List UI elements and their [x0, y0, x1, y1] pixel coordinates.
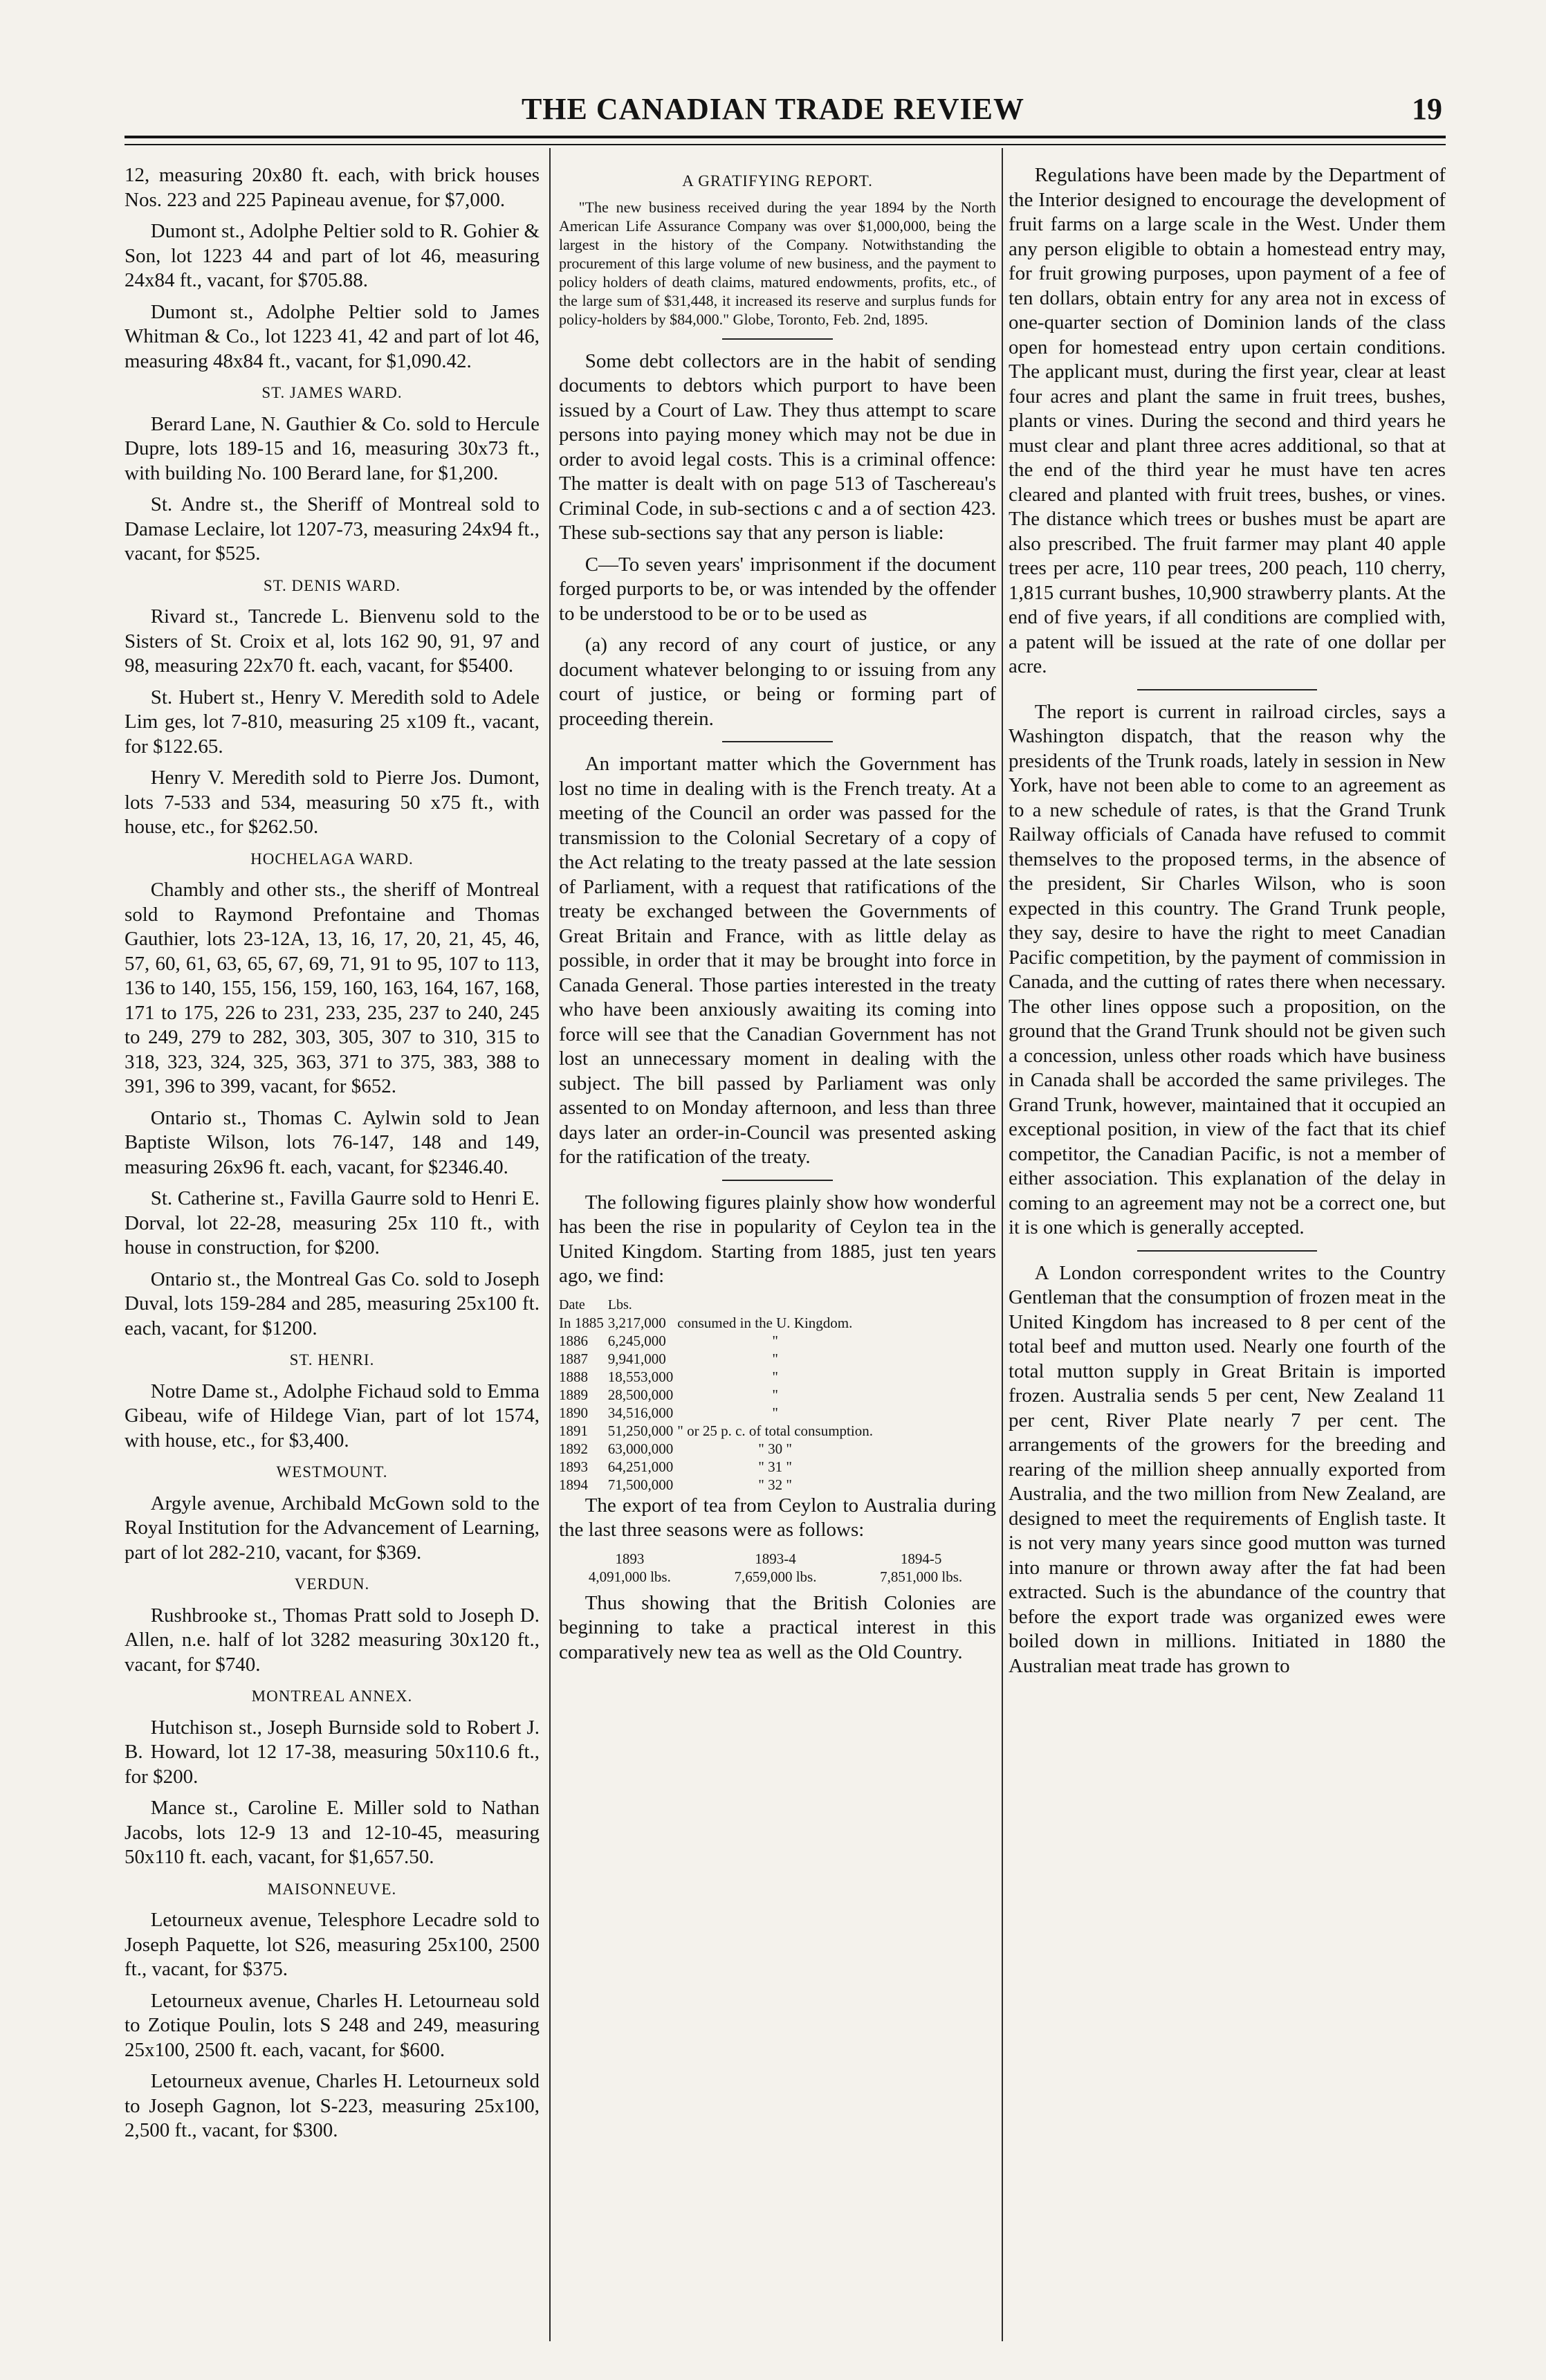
table-cell: ": [772, 1350, 778, 1367]
column-middle: [559, 163, 996, 1672]
ward-heading: ST. HENRI.: [289, 1351, 375, 1368]
table-cell: 1894: [559, 1476, 588, 1493]
table-cell: 1892: [559, 1440, 588, 1457]
paragraph: Dumont st., Adolphe Peltier sold to James Whitman & Co., lot 1223 41, 42 and part of lot 46, measuring 48x84 ft., vacant, for $1,090.42.: [125, 300, 540, 372]
paragraph: Letourneux avenue, Charles H. Letourneux sold to Joseph Gagnon, lot S-223, measuring 25x100, 2,500 ft., vacant, for $300.: [125, 2070, 540, 2141]
table-row: [559, 1476, 877, 1494]
table-cell: 1886: [559, 1332, 588, 1349]
paragraph: 12, measuring 20x80 ft. each, with brick houses Nos. 223 and 225 Papineau avenue, for $7,000.: [125, 164, 540, 211]
paragraph: An important matter which the Government has lost no time in dealing with is the French treaty. At a meeting of the Council an order was passed for the transmission to the Colonial Secretary of a copy of the Act relating to the treaty passed at the late session of Parliament, with a request that ratifications of the treaty be exchanged between the Governments of Great Britain and France, with as little delay as possible, in order that it may be brought into force in Canada General. Those parties interested in the treaty who have been anxiously awaiting its coming into force will see that the Canadian Government has not lost an unnecessary moment in dealing with the subject. The bill passed by Parliament was only assented to on Monday afternoon, and less than three days later an order-in-Council was presented asking for the ratification of the treaty.: [559, 753, 996, 1168]
paragraph: Notre Dame st., Adolphe Fichaud sold to Emma Gibeau, wife of Hildege Vian, part of lot 1574, with house, etc., for $3,400.: [125, 1380, 540, 1452]
article-heading: A GRATIFYING REPORT.: [682, 172, 873, 190]
header-rule: [125, 136, 1446, 138]
paragraph: Hutchison st., Joseph Burnside sold to Robert J. B. Howard, lot 12 17-38, measuring 50x110.6 ft., for $200.: [125, 1716, 540, 1788]
article-separator: [722, 338, 833, 340]
table-cell: 1893: [559, 1458, 588, 1475]
paragraph: (a) any record of any court of justice, or any document whatever belonging to or issuing from any court of justice, or being or forming part of proceeding therein.: [559, 634, 996, 730]
paragraph: A London correspondent writes to the Country Gentleman that the consumption of frozen meat in the United Kingdom has increased to 8 per cent of the total beef and mutton used. Nearly one fourth of the total mutton supply in Great Britain is imported frozen. Australia sends 5 per cent, New Zealand 11 per cent, River Plate nearly 7 per cent. The arrangements of the growers for the breeding and rearing of the million sheep annually exported from Australia, and the two million from New Zealand, are designed to meet the requirements of English taste. It is not very many years since good mutton was turned into manure or thrown away after the fat had been extracted. Such is the abundance of the country that before the export trade was organized ewes were boiled down in millions. Initiated in 1880 the Australian meat trade has grown to: [1009, 1261, 1446, 1677]
paragraph: Ontario st., the Montreal Gas Co. sold to Joseph Duval, lots 159-284 and 285, measuring 25x100 ft. each, vacant, for $1200.: [125, 1267, 540, 1339]
table-cell: 3,217,000: [607, 1314, 666, 1331]
paragraph: Mance st., Caroline E. Miller sold to Nathan Jacobs, lots 12-9 13 and 12-10-45, measuring 50x110 ft. each, vacant, for $1,657.50.: [125, 1797, 540, 1868]
paragraph: Argyle avenue, Archibald McGown sold to the Royal Institution for the Advancement of Learning, part of lot 282-210, vacant, for $369.: [125, 1492, 540, 1564]
table-row: [559, 1440, 877, 1458]
table-cell: 1894-5: [900, 1550, 942, 1567]
table-row: [559, 1550, 996, 1568]
table-cell: 51,250,000: [607, 1422, 674, 1439]
table-cell: 34,516,000: [607, 1404, 674, 1421]
paragraph: Ontario st., Thomas C. Aylwin sold to Jean Baptiste Wilson, lots 76-147, 148 and 149, measuring 26x96 ft. each, vacant, for $2346.40.: [125, 1106, 540, 1178]
column-right: [1009, 163, 1446, 1685]
paragraph: The export of tea from Ceylon to Australia during the last three seasons were as follows:: [559, 1494, 996, 1541]
table-cell: consumed in the U. Kingdom.: [677, 1314, 853, 1331]
paragraph: The following figures plainly show how wonderful has been the rise in popularity of Ceylon tea in the United Kingdom. Starting from 1885, just ten years ago, we find:: [559, 1191, 996, 1287]
ward-heading: MAISONNEUVE.: [267, 1880, 397, 1898]
paragraph: Some debt collectors are in the habit of sending documents to debtors which purport to have been issued by a Court of Law. They thus attempt to scare persons into paying money which may not be due in order to avoid legal costs. This is a criminal offence: The matter is dealt with on page 513 of Taschereau's Criminal Code, in sub-sections c and a of section 423. These sub-sections say that any person is liable:: [559, 349, 996, 544]
ward-heading: ST. JAMES WARD.: [261, 384, 403, 401]
table-cell: 6,245,000: [607, 1332, 666, 1349]
column-real-estate: [125, 163, 540, 2150]
ward-heading: ST. DENIS WARD.: [263, 576, 401, 594]
page-number: 19: [1412, 92, 1442, 126]
table-cell: 63,000,000: [607, 1440, 674, 1457]
tea-consumption-table: [559, 1296, 877, 1494]
paragraph: Thus showing that the British Colonies are beginning to take a practical interest in this comparatively new tea as well as the Old Country.: [559, 1591, 996, 1663]
paragraph: C—To seven years' imprisonment if the document forged purports to be, or was intended by the offender to be understood to be or to be used as: [559, 553, 996, 625]
table-header-cell: Lbs.: [607, 1297, 632, 1312]
table-row: [559, 1314, 877, 1332]
ward-heading: MONTREAL ANNEX.: [251, 1687, 413, 1705]
table-row: [559, 1368, 877, 1386]
table-cell: In 1885: [559, 1314, 604, 1331]
table-cell: 7,851,000 lbs.: [880, 1568, 963, 1585]
paragraph: Rushbrooke st., Thomas Pratt sold to Joseph D. Allen, n.e. half of lot 3282 measuring 30x120 ft., vacant, for $740.: [125, 1604, 540, 1676]
table-row: [559, 1350, 877, 1368]
report-quote: "The new business received during the year 1894 by the North American Life Assurance Company was over $1,000,000, being the largest in the history of the Company. Notwithstanding the procurement of this large volume of new business, and the payment to policy holders of death claims, matured endowments, profits, etc., of the large sum of $31,448, it increased its reserve and surplus funds for policy-holders by $84,000." Globe, Toronto, Feb. 2nd, 1895.: [559, 198, 996, 328]
table-cell: " 30 ": [758, 1440, 792, 1457]
article-separator: [1137, 689, 1317, 690]
paragraph: The report is current in railroad circles, says a Washington dispatch, that the reason why the presidents of the Trunk roads, lately in session in New York, have not been able to come to an agreement as to a new schedule of rates, is that the Grand Trunk Railway officials of Canada have refused to commit themselves to the proposed terms, in the absence of the president, Sir Charles Wilson, who is soon expected in this country. The Grand Trunk people, they say, desire to have the right to meet Canadian Pacific competition, by the payment of commission in Canada, and the cutting of rates there when necessary. The other lines oppose such a proposition, on the ground that the Grand Trunk should not be given such a concession, unless other roads which have business in Canada shall be accorded the same privileges. The Grand Trunk, however, maintained that it occupied an exceptional position, in view of the fact that its chief competitor, the Canadian Pacific, is not a member of either association. This explanation of the delay in coming to an agreement may not be a correct one, but it is one which is generally accepted.: [1009, 700, 1446, 1238]
paragraph: Henry V. Meredith sold to Pierre Jos. Dumont, lots 7-533 and 534, measuring 50 x75 ft., with house, etc., for $262.50.: [125, 767, 540, 838]
paragraph: Rivard st., Tancrede L. Bienvenu sold to the Sisters of St. Croix et al, lots 162 90, 91, 97 and 98, measuring 22x70 ft. each, vacant, for $5400.: [125, 605, 540, 677]
table-header-cell: Date: [559, 1297, 585, 1312]
paragraph: St. Hubert st., Henry V. Meredith sold to Adele Lim ges, lot 7-810, measuring 25 x109 ft., vacant, for $122.65.: [125, 686, 540, 758]
table-row: [559, 1404, 877, 1422]
table-cell: ": [772, 1332, 778, 1349]
table-cell: 1889: [559, 1386, 588, 1403]
ward-heading: WESTMOUNT.: [276, 1463, 388, 1481]
paragraph: Berard Lane, N. Gauthier & Co. sold to Hercule Dupre, lots 189-15 and 16, measuring 30x73 ft., with building No. 100 Berard lane, for $1,200.: [125, 412, 540, 484]
paragraph: Chambly and other sts., the sheriff of Montreal sold to Raymond Prefontaine and Thomas Gauthier, lots 23-12A, 13, 16, 17, 20, 21, 45, 46, 57, 60, 61, 63, 65, 67, 69, 71, 91 to 95, 107 to 113, 136 to 140, 155, 156, 159, 160, 163, 164, 167, 168, 171 to 175, 226 to 231, 233, 235, 237 to 240, 245 to 249, 279 to 282, 303, 305, 307 to 310, 315 to 318, 323, 324, 325, 363, 371 to 375, 383, 388 to 391, 396 to 399, vacant, for $652.: [125, 879, 540, 1097]
paragraph: Letourneux avenue, Telesphore Lecadre sold to Joseph Paquette, lot S26, measuring 25x100, 2500 ft., vacant, for $375.: [125, 1909, 540, 1980]
table-cell: 1891: [559, 1422, 588, 1439]
column-divider: [549, 148, 551, 2341]
tea-export-table: [559, 1550, 996, 1586]
column-divider: [1002, 148, 1003, 2341]
table-cell: " 32 ": [758, 1476, 792, 1493]
table-cell: 1887: [559, 1350, 588, 1367]
table-header-row: [559, 1296, 877, 1314]
table-row: [559, 1386, 877, 1404]
paragraph: Dumont st., Adolphe Peltier sold to R. Gohier & Son, lot 1223 44 and part of lot 46, measuring 24x84 ft., vacant, for $705.88.: [125, 220, 540, 291]
ward-heading: HOCHELAGA WARD.: [250, 850, 414, 868]
table-cell: 9,941,000: [607, 1350, 666, 1367]
table-cell: 28,500,000: [607, 1386, 674, 1403]
journal-title: THE CANADIAN TRADE REVIEW: [521, 92, 1025, 126]
article-separator: [722, 1180, 833, 1181]
table-cell: ": [772, 1386, 778, 1403]
table-cell: 71,500,000: [607, 1476, 674, 1493]
table-cell: ": [772, 1404, 778, 1421]
table-cell: 7,659,000 lbs.: [734, 1568, 817, 1585]
article-separator: [1137, 1250, 1317, 1252]
table-cell: 1893: [615, 1550, 645, 1567]
paragraph: Regulations have been made by the Department of the Interior designed to encourage the development of fruit farms on a large scale in the West. Under them any person eligible to obtain a homestead entry may, for fruit growing purposes, upon payment of a fee of ten dollars, obtain entry for any area not in excess of one-quarter section of Dominion lands of the class open for homestead entry upon certain conditions. The applicant must, during the first year, clear at least four acres and plant the same in fruit trees, bushes, plants or vines. During the second and third years he must clear and plant three acres additional, so that at the end of the third year he must have ten acres cleared and planted with fruit trees, bushes, or vines. The distance which trees or bushes must be apart are also prescribed. The fruit farmer may plant 40 apple trees per acre, 110 pear trees, 200 peach, 110 cherry, 1,815 currant bushes, 10,900 strawberry plants. At the end of five years, if all conditions are complied with, a patent will be issued at the rate of one dollar per acre.: [1009, 164, 1446, 677]
table-cell: 1888: [559, 1368, 588, 1385]
article-separator: [722, 741, 833, 742]
table-cell: 64,251,000: [607, 1458, 674, 1475]
header-rule-thin: [125, 144, 1446, 145]
table-row: [559, 1422, 877, 1440]
table-cell: 4,091,000 lbs.: [588, 1568, 671, 1585]
table-cell: " 31 ": [758, 1458, 792, 1475]
table-cell: 1893-4: [755, 1550, 796, 1567]
paragraph: Letourneux avenue, Charles H. Letourneau sold to Zotique Poulin, lots S 248 and 249, measuring 25x100, 2500 ft. each, vacant, for $600.: [125, 1989, 540, 2061]
paragraph: St. Catherine st., Favilla Gaurre sold to Henri E. Dorval, lot 22-28, measuring 25x 110 ft., with house in construction, for $200.: [125, 1187, 540, 1258]
table-cell: 18,553,000: [607, 1368, 674, 1385]
table-row: [559, 1332, 877, 1350]
table-cell: ": [772, 1368, 778, 1385]
table-row: [559, 1458, 877, 1476]
ward-heading: VERDUN.: [294, 1575, 370, 1593]
table-cell: " or 25 p. c. of total consumption.: [677, 1422, 873, 1439]
table-row: [559, 1568, 996, 1586]
paragraph: St. Andre st., the Sheriff of Montreal sold to Damase Leclaire, lot 1207-73, measuring 24x94 ft., vacant, for $525.: [125, 493, 540, 565]
table-cell: 1890: [559, 1404, 588, 1421]
